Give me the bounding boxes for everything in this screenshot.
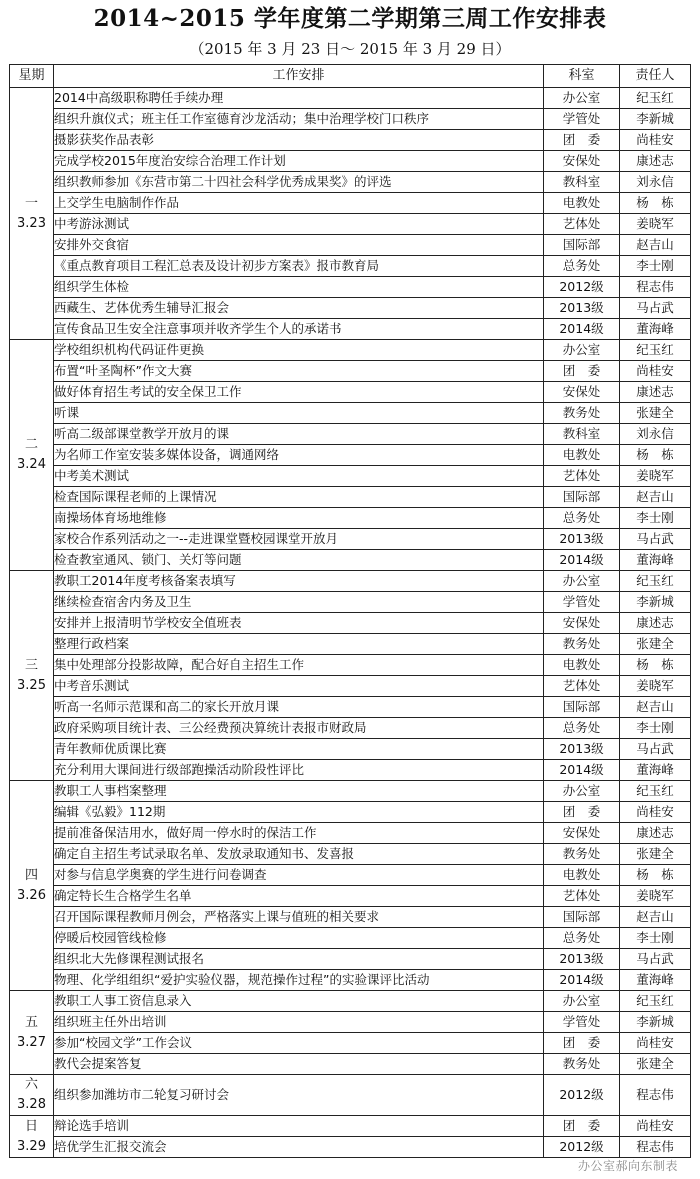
person-cell: 董海峰 xyxy=(620,319,691,340)
table-row xyxy=(10,529,691,550)
task-cell: 教职工人事工资信息录入 xyxy=(54,991,544,1012)
table-row xyxy=(10,172,691,193)
dept-cell: 2012级 xyxy=(544,1137,620,1158)
day-date: 3.25 xyxy=(17,677,46,693)
table-row xyxy=(10,1137,691,1158)
task-cell: 2014中高级职称聘任手续办理 xyxy=(54,88,544,109)
task-cell: 组织教师参加《东营市第二十四社会科学优秀成果奖》的评选 xyxy=(54,172,544,193)
dept-cell: 2014级 xyxy=(544,760,620,781)
task-cell: 安排并上报清明节学校安全值班表 xyxy=(54,613,544,634)
page-title: 2014~2015 学年度第二学期第三周工作安排表 xyxy=(93,5,607,32)
task-cell: 辩论选手培训 xyxy=(54,1116,544,1137)
schedule-table xyxy=(9,64,691,1158)
person-cell: 杨 栋 xyxy=(620,865,691,886)
table-row xyxy=(10,781,691,802)
dept-cell: 安保处 xyxy=(544,613,620,634)
dept-cell: 总务处 xyxy=(544,256,620,277)
person-cell: 程志伟 xyxy=(620,277,691,298)
table-row xyxy=(10,151,691,172)
task-cell: 家校合作系列活动之一--走进课堂暨校园课堂开放月 xyxy=(54,529,544,550)
task-cell: 听课 xyxy=(54,403,544,424)
table-row xyxy=(10,403,691,424)
table-row xyxy=(10,466,691,487)
dept-cell: 团 委 xyxy=(544,130,620,151)
dept-cell: 办公室 xyxy=(544,571,620,592)
dept-cell: 2014级 xyxy=(544,319,620,340)
task-cell: 组织班主任外出培训 xyxy=(54,1012,544,1033)
dept-cell: 教务处 xyxy=(544,844,620,865)
table-row xyxy=(10,886,691,907)
day-cell xyxy=(10,88,54,340)
table-row xyxy=(10,445,691,466)
dept-cell: 教科室 xyxy=(544,172,620,193)
dept-cell: 国际部 xyxy=(544,487,620,508)
person-cell: 纪玉红 xyxy=(620,781,691,802)
dept-cell: 团 委 xyxy=(544,361,620,382)
day-date: 3.24 xyxy=(17,457,46,472)
table-row xyxy=(10,1033,691,1054)
footer-credit: 办公室郝向东制表 xyxy=(577,1159,678,1173)
day-date: 3.23 xyxy=(17,215,46,231)
header-dept: 科室 xyxy=(544,65,620,88)
task-cell: 组织升旗仪式；班主任工作室德育沙龙活动；集中治理学校门口秩序 xyxy=(54,109,544,130)
dept-cell: 团 委 xyxy=(544,802,620,823)
dept-cell: 2014级 xyxy=(544,550,620,571)
date-range-subtitle: （2015 年 3 月 23 日～ 2015 年 3 月 29 日） xyxy=(189,40,511,58)
table-row xyxy=(10,382,691,403)
task-cell: 停暖后校园管线检修 xyxy=(54,928,544,949)
person-cell: 程志伟 xyxy=(620,1137,691,1158)
table-row xyxy=(10,718,691,739)
person-cell: 姜晓军 xyxy=(620,466,691,487)
person-cell: 尚桂安 xyxy=(620,361,691,382)
table-row xyxy=(10,340,691,361)
dept-cell: 电教处 xyxy=(544,193,620,214)
table-row xyxy=(10,865,691,886)
table-row xyxy=(10,1116,691,1137)
person-cell: 张建全 xyxy=(620,634,691,655)
table-row xyxy=(10,1054,691,1075)
person-cell: 程志伟 xyxy=(620,1075,691,1116)
person-cell: 刘永信 xyxy=(620,424,691,445)
dept-cell: 总务处 xyxy=(544,718,620,739)
task-cell: 中考美术测试 xyxy=(54,466,544,487)
dept-cell: 团 委 xyxy=(544,1033,620,1054)
task-cell: 青年教师优质课比赛 xyxy=(54,739,544,760)
task-cell: 安排外交食宿 xyxy=(54,235,544,256)
person-cell: 张建全 xyxy=(620,403,691,424)
task-cell: 集中处理部分投影故障，配合好自主招生工作 xyxy=(54,655,544,676)
dept-cell: 2013级 xyxy=(544,529,620,550)
table-row xyxy=(10,130,691,151)
dept-cell: 团 委 xyxy=(544,1116,620,1137)
task-cell: 充分利用大课间进行级部跑操活动阶段性评比 xyxy=(54,760,544,781)
table-row xyxy=(10,319,691,340)
table-row xyxy=(10,949,691,970)
task-cell: 政府采购项目统计表、三公经费预决算统计表报市财政局 xyxy=(54,718,544,739)
dept-cell: 总务处 xyxy=(544,508,620,529)
task-cell: 确定特长生合格学生名单 xyxy=(54,886,544,907)
task-cell: 中考游泳测试 xyxy=(54,214,544,235)
person-cell: 尚桂安 xyxy=(620,802,691,823)
task-cell: 提前准备保洁用水，做好周一停水时的保洁工作 xyxy=(54,823,544,844)
day-name: 三 xyxy=(24,657,38,673)
dept-cell: 艺体处 xyxy=(544,466,620,487)
dept-cell: 安保处 xyxy=(544,382,620,403)
person-cell: 康述志 xyxy=(620,151,691,172)
task-cell: 检查国际课程老师的上课情况 xyxy=(54,487,544,508)
day-name: 四 xyxy=(24,867,38,883)
dept-cell: 教务处 xyxy=(544,1054,620,1075)
dept-cell: 学管处 xyxy=(544,109,620,130)
table-row xyxy=(10,1012,691,1033)
task-cell: 继续检查宿舍内务及卫生 xyxy=(54,592,544,613)
dept-cell: 学管处 xyxy=(544,1012,620,1033)
table-row xyxy=(10,214,691,235)
day-cell xyxy=(10,340,54,571)
task-cell: 布置“叶圣陶杯”作文大赛 xyxy=(54,361,544,382)
table-row xyxy=(10,760,691,781)
day-cell xyxy=(10,571,54,781)
dept-cell: 安保处 xyxy=(544,151,620,172)
table-row xyxy=(10,277,691,298)
dept-cell: 国际部 xyxy=(544,697,620,718)
dept-cell: 艺体处 xyxy=(544,886,620,907)
dept-cell: 电教处 xyxy=(544,655,620,676)
table-row xyxy=(10,970,691,991)
dept-cell: 2013级 xyxy=(544,739,620,760)
task-cell: 听高一名师示范课和高二的家长开放月课 xyxy=(54,697,544,718)
day-cell xyxy=(10,781,54,991)
person-cell: 李新城 xyxy=(620,1012,691,1033)
header-person: 责任人 xyxy=(620,65,691,88)
task-cell: 《重点教育项目工程汇总表及设计初步方案表》报市教育局 xyxy=(54,256,544,277)
day-date: 3.28 xyxy=(17,1097,46,1112)
table-row xyxy=(10,550,691,571)
table-row xyxy=(10,109,691,130)
dept-cell: 办公室 xyxy=(544,88,620,109)
dept-cell: 国际部 xyxy=(544,907,620,928)
day-date: 3.29 xyxy=(17,1138,46,1154)
table-row xyxy=(10,424,691,445)
person-cell: 赵吉山 xyxy=(620,487,691,508)
table-row xyxy=(10,802,691,823)
dept-cell: 2013级 xyxy=(544,949,620,970)
task-cell: 参加“校园文学”工作会议 xyxy=(54,1033,544,1054)
person-cell: 康述志 xyxy=(620,382,691,403)
person-cell: 杨 栋 xyxy=(620,193,691,214)
dept-cell: 艺体处 xyxy=(544,676,620,697)
day-date: 3.27 xyxy=(17,1034,46,1050)
table-row xyxy=(10,676,691,697)
task-cell: 组织北大先修课程测试报名 xyxy=(54,949,544,970)
task-cell: 编辑《弘毅》112期 xyxy=(54,802,544,823)
dept-cell: 教科室 xyxy=(544,424,620,445)
task-cell: 宣传食品卫生安全注意事项并收齐学生个人的承诺书 xyxy=(54,319,544,340)
table-row xyxy=(10,571,691,592)
task-cell: 组织学生体检 xyxy=(54,277,544,298)
table-row xyxy=(10,697,691,718)
person-cell: 纪玉红 xyxy=(620,571,691,592)
task-cell: 听高二级部课堂教学开放月的课 xyxy=(54,424,544,445)
table-row xyxy=(10,298,691,319)
person-cell: 康述志 xyxy=(620,823,691,844)
task-cell: 中考音乐测试 xyxy=(54,676,544,697)
task-cell: 做好体育招生考试的安全保卫工作 xyxy=(54,382,544,403)
dept-cell: 电教处 xyxy=(544,865,620,886)
day-name: 五 xyxy=(24,1014,38,1030)
table-row xyxy=(10,928,691,949)
dept-cell: 办公室 xyxy=(544,340,620,361)
person-cell: 赵吉山 xyxy=(620,907,691,928)
day-name: 日 xyxy=(24,1118,38,1134)
table-row xyxy=(10,991,691,1012)
task-cell: 召开国际课程教师月例会，严格落实上课与值班的相关要求 xyxy=(54,907,544,928)
table-row xyxy=(10,487,691,508)
task-cell: 教职工人事档案整理 xyxy=(54,781,544,802)
task-cell: 物理、化学组组织“爱护实验仪器，规范操作过程”的实验课评比活动 xyxy=(54,970,544,991)
person-cell: 李新城 xyxy=(620,109,691,130)
dept-cell: 2013级 xyxy=(544,298,620,319)
person-cell: 杨 栋 xyxy=(620,655,691,676)
person-cell: 刘永信 xyxy=(620,172,691,193)
dept-cell: 安保处 xyxy=(544,823,620,844)
person-cell: 李士刚 xyxy=(620,928,691,949)
person-cell: 尚桂安 xyxy=(620,130,691,151)
task-cell: 检查教室通风、锁门、关灯等问题 xyxy=(54,550,544,571)
header-row xyxy=(10,65,691,88)
task-cell: 完成学校2015年度治安综合治理工作计划 xyxy=(54,151,544,172)
task-cell: 教职工2014年度考核备案表填写 xyxy=(54,571,544,592)
dept-cell: 国际部 xyxy=(544,235,620,256)
table-row xyxy=(10,634,691,655)
table-row xyxy=(10,613,691,634)
task-cell: 上交学生电脑制作作品 xyxy=(54,193,544,214)
task-cell: 对参与信息学奥赛的学生进行问卷调查 xyxy=(54,865,544,886)
day-name: 一 xyxy=(24,195,38,211)
person-cell: 李士刚 xyxy=(620,508,691,529)
day-cell xyxy=(10,1116,54,1158)
person-cell: 康述志 xyxy=(620,613,691,634)
header-task: 工作安排 xyxy=(54,65,544,88)
person-cell: 杨 栋 xyxy=(620,445,691,466)
person-cell: 纪玉红 xyxy=(620,340,691,361)
table-row xyxy=(10,655,691,676)
table-row xyxy=(10,235,691,256)
dept-cell: 2014级 xyxy=(544,970,620,991)
task-cell: 培优学生汇报交流会 xyxy=(54,1137,544,1158)
table-row xyxy=(10,739,691,760)
person-cell: 姜晓军 xyxy=(620,886,691,907)
table-row xyxy=(10,361,691,382)
person-cell: 尚桂安 xyxy=(620,1033,691,1054)
person-cell: 马占武 xyxy=(620,298,691,319)
table-row xyxy=(10,844,691,865)
person-cell: 纪玉红 xyxy=(620,991,691,1012)
task-cell: 组织参加潍坊市二轮复习研讨会 xyxy=(54,1075,544,1116)
day-cell xyxy=(10,1075,54,1116)
task-cell: 摄影获奖作品表彰 xyxy=(54,130,544,151)
task-cell: 整理行政档案 xyxy=(54,634,544,655)
person-cell: 李士刚 xyxy=(620,256,691,277)
day-name: 六 xyxy=(24,1077,38,1092)
day-date: 3.26 xyxy=(17,887,46,903)
dept-cell: 2012级 xyxy=(544,277,620,298)
day-name: 二 xyxy=(24,437,38,452)
person-cell: 赵吉山 xyxy=(620,235,691,256)
header-day: 星期 xyxy=(10,65,54,88)
dept-cell: 艺体处 xyxy=(544,214,620,235)
dept-cell: 学管处 xyxy=(544,592,620,613)
person-cell: 董海峰 xyxy=(620,970,691,991)
table-row xyxy=(10,88,691,109)
dept-cell: 办公室 xyxy=(544,991,620,1012)
day-cell xyxy=(10,991,54,1075)
task-cell: 南操场体育场地维修 xyxy=(54,508,544,529)
person-cell: 赵吉山 xyxy=(620,697,691,718)
task-cell: 学校组织机构代码证件更换 xyxy=(54,340,544,361)
person-cell: 董海峰 xyxy=(620,760,691,781)
person-cell: 李士刚 xyxy=(620,718,691,739)
dept-cell: 2012级 xyxy=(544,1075,620,1116)
person-cell: 李新城 xyxy=(620,592,691,613)
table-row xyxy=(10,907,691,928)
person-cell: 董海峰 xyxy=(620,550,691,571)
table-row xyxy=(10,193,691,214)
person-cell: 马占武 xyxy=(620,739,691,760)
dept-cell: 总务处 xyxy=(544,928,620,949)
person-cell: 姜晓军 xyxy=(620,214,691,235)
table-row xyxy=(10,823,691,844)
person-cell: 马占武 xyxy=(620,949,691,970)
table-row xyxy=(10,1075,691,1116)
table-row xyxy=(10,592,691,613)
task-cell: 教代会提案答复 xyxy=(54,1054,544,1075)
person-cell: 张建全 xyxy=(620,1054,691,1075)
person-cell: 马占武 xyxy=(620,529,691,550)
task-cell: 确定自主招生考试录取名单、发放录取通知书、发喜报 xyxy=(54,844,544,865)
dept-cell: 教务处 xyxy=(544,634,620,655)
task-cell: 西藏生、艺体优秀生辅导汇报会 xyxy=(54,298,544,319)
person-cell: 尚桂安 xyxy=(620,1116,691,1137)
table-row xyxy=(10,508,691,529)
person-cell: 姜晓军 xyxy=(620,676,691,697)
dept-cell: 办公室 xyxy=(544,781,620,802)
dept-cell: 电教处 xyxy=(544,445,620,466)
person-cell: 纪玉红 xyxy=(620,88,691,109)
table-row xyxy=(10,256,691,277)
task-cell: 为名师工作室安装多媒体设备，调通网络 xyxy=(54,445,544,466)
person-cell: 张建全 xyxy=(620,844,691,865)
schedule-body xyxy=(10,88,691,1158)
dept-cell: 教务处 xyxy=(544,403,620,424)
